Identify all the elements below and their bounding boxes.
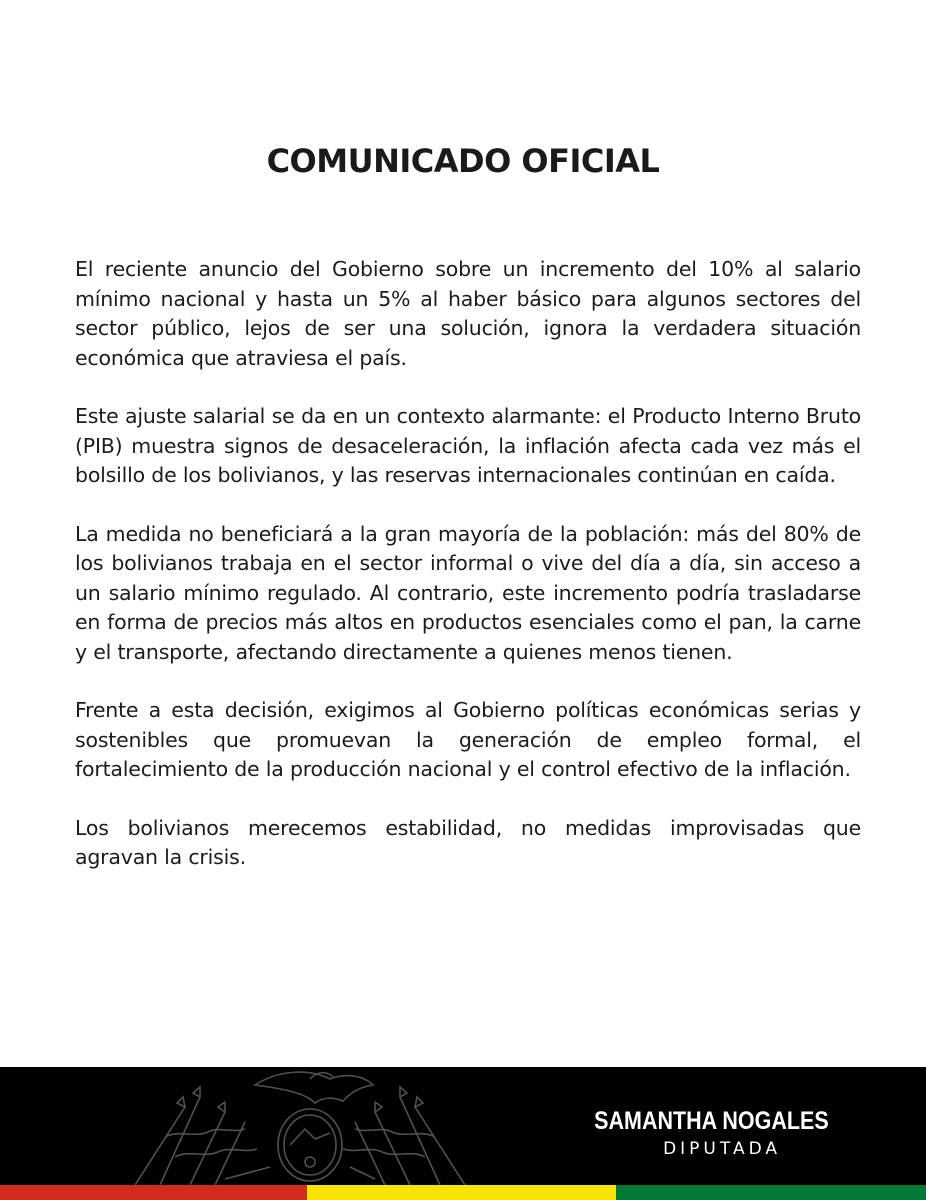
footer-banner <box>0 1067 926 1200</box>
flag-stripe-red <box>0 1185 307 1200</box>
document-body <box>75 255 861 902</box>
paragraph: Los bolivianos merecemos estabilidad, no medidas improvisadas que agravan la crisis. <box>75 815 861 869</box>
paragraph: Este ajuste salarial se da en un contexto alarmante: el Producto Interno Bruto (PIB) muestra signos de desaceleración, la inflación afecta cada vez más el bolsillo de los bolivianos, y las reservas internacionales continúan en caída. <box>75 404 861 487</box>
signatory-name: SAMANTHA NOGALES <box>594 1107 829 1135</box>
signatory-role: DIPUTADA <box>663 1139 781 1159</box>
flag-stripe-yellow <box>307 1185 616 1200</box>
paragraph: La medida no beneficiará a la gran mayoría de la población: más del 80% de los bolivianos trabaja en el sector informal o vive del día a día, sin acceso a un salario mínimo regulado. Al contrario, este incremento podría trasladarse en forma de precios más altos en productos esenciales como el pan, la carne y el transporte, afectando directamente a quienes menos tienen. <box>75 521 861 664</box>
bolivian-flag-stripe <box>0 1185 926 1200</box>
document-title: COMUNICADO OFICIAL <box>266 142 660 180</box>
paragraph: Frente a esta decisión, exigimos al Gobierno políticas económicas serias y sostenibles que promuevan la generación de empleo formal, el fortalecimiento de la producción nacional y el control efectivo de la inflación. <box>75 698 861 781</box>
paragraph: El reciente anuncio del Gobierno sobre un incremento del 10% al salario mínimo nacional y hasta un 5% al haber básico para algunos sectores del sector público, lejos de ser una solución, ignora la verdadera situación económica que atraviesa el país. <box>75 257 861 370</box>
coat-of-arms-icon <box>105 1067 495 1185</box>
flag-stripe-green <box>616 1185 926 1200</box>
